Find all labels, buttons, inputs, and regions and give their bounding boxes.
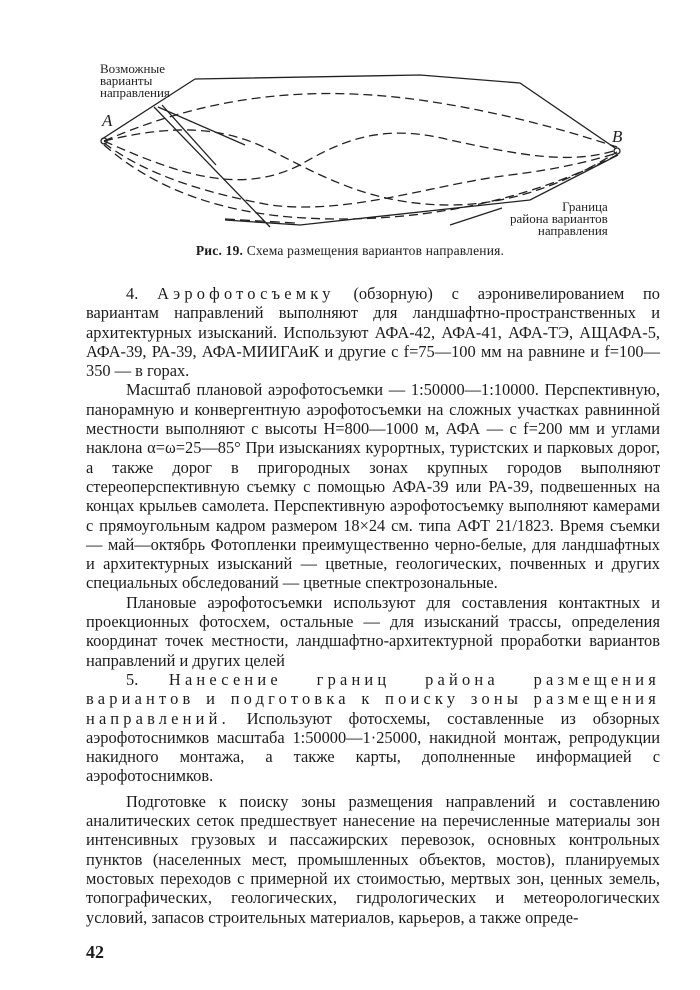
page-body — [86, 284, 660, 927]
point-b-marker — [614, 148, 620, 154]
paragraph-planned-surveys: Плановые аэрофотосъемки используют для составления контактных и проекционных фотосхем, остальные — для изысканий трассы, определения координат точек местности, ландшафтно-архитектурной проработки вариантов направлений и других целей — [86, 592, 660, 670]
item-number-5: 5. — [126, 669, 139, 689]
boundary-top-line — [195, 75, 615, 148]
item-title-aerial-survey: Аэрофотосъемку — [157, 284, 335, 303]
paragraph-aerial-survey-text: (обзорную) с аэронивелированием по вариантам направлений выполняют для ландшафтно-пространственных и архитектурных изысканий. Используют АФА-42, АФА-41, АФА-ТЭ, АЩАФА-5, АФА-39, РА-39, АФА-МИИГАиК и другие с f=75—100 мм на равнине и f=100—350 — в горах. — [86, 284, 660, 381]
paragraph-region-boundaries-text: Используют фотосхемы, составленные из обзорных аэрофотоснимков масштаба 1:50000—1·25000, накидной монтаж, репродукции накидного монтажа, а также карты, дополненные информацией с аэрофотоснимков. — [86, 708, 660, 786]
label-point-a: A — [102, 111, 113, 130]
item-number-4: 4. — [126, 284, 139, 303]
label-boundary-line-1: Граница — [562, 199, 608, 214]
leader-boundary — [450, 208, 502, 225]
figure-caption-text: Схема размещения вариантов направления. — [246, 243, 505, 258]
paragraph-region-boundaries — [86, 670, 660, 786]
label-variants-line-2: варианты — [100, 73, 153, 88]
route-variant-2 — [104, 133, 617, 180]
label-possible-variants — [100, 63, 170, 99]
paragraph-aerial-survey — [86, 284, 660, 380]
paragraph-preparation: Подготовке к поиску зоны размещения направлений и составлению аналитических сеток предшествует нанесение на перечисленные материалы зон интенсивных грузовых и пассажирских перевозок, основных контрольных пунктов (населенных мест, промышленных объектов, мостов), планируемых мостовых переходов с примерной их стоимостью, мертвых зон, ценных земель, топографических, геологических, гидрологических и метеорологических условий, запасов строительных материалов, карьеров, а также опреде- — [86, 791, 660, 927]
route-variant-3 — [104, 130, 617, 205]
route-variants-figure — [90, 55, 660, 265]
route-variant-4 — [104, 143, 617, 207]
leader-variants-3 — [162, 105, 216, 165]
label-boundary-line-2: района вариантов — [510, 211, 608, 226]
figure-caption — [0, 243, 700, 259]
label-region-boundary — [510, 201, 608, 237]
label-boundary-line-3: направления — [537, 223, 608, 238]
figure-caption-number: Рис. 19. — [195, 243, 244, 258]
label-variants-line-3: направления — [100, 85, 170, 100]
label-variants-line-1: Возможные — [100, 61, 165, 76]
page-number: 42 — [86, 942, 104, 962]
route-variant-1 — [104, 94, 617, 147]
item-title-region-boundaries: Нанесение границ района размещения вариантов и подготовка к поиску зоны размещения направлений. — [86, 669, 660, 728]
leader-variants-2 — [158, 107, 245, 145]
label-point-b: B — [612, 127, 623, 146]
paragraph-survey-scale: Масштаб плановой аэрофотосъемки — 1:50000—1:10000. Перспективную, панорамную и конвергентную аэрофотосъемки на сложных участках равнинной местности выполняют с высоты H=800—1000 м, АФА — с f=200 мм и углами наклона α=ω=25—85° При изысканиях курортных, туристских и парковых дорог, а также дорог в пригородных зонах крупных городов выполняют стереоперспективную съемку с помощью АФА-39 или РА-39, подвешенных на концах крыльев самолета. Перспективную аэрофотосъемку выполняют камерами с прямоугольным кадром размером 18×24 см. типа АФТ 21/1823. Время съемки — май—октябрь Фотопленки преимущественно черно-белые, для ландшафтных и архитектурных изысканий — цветные, геологических, почвенных и других специальных обследований — цветные спектрозональные. — [86, 380, 660, 593]
leader-variants-1 — [154, 107, 270, 227]
